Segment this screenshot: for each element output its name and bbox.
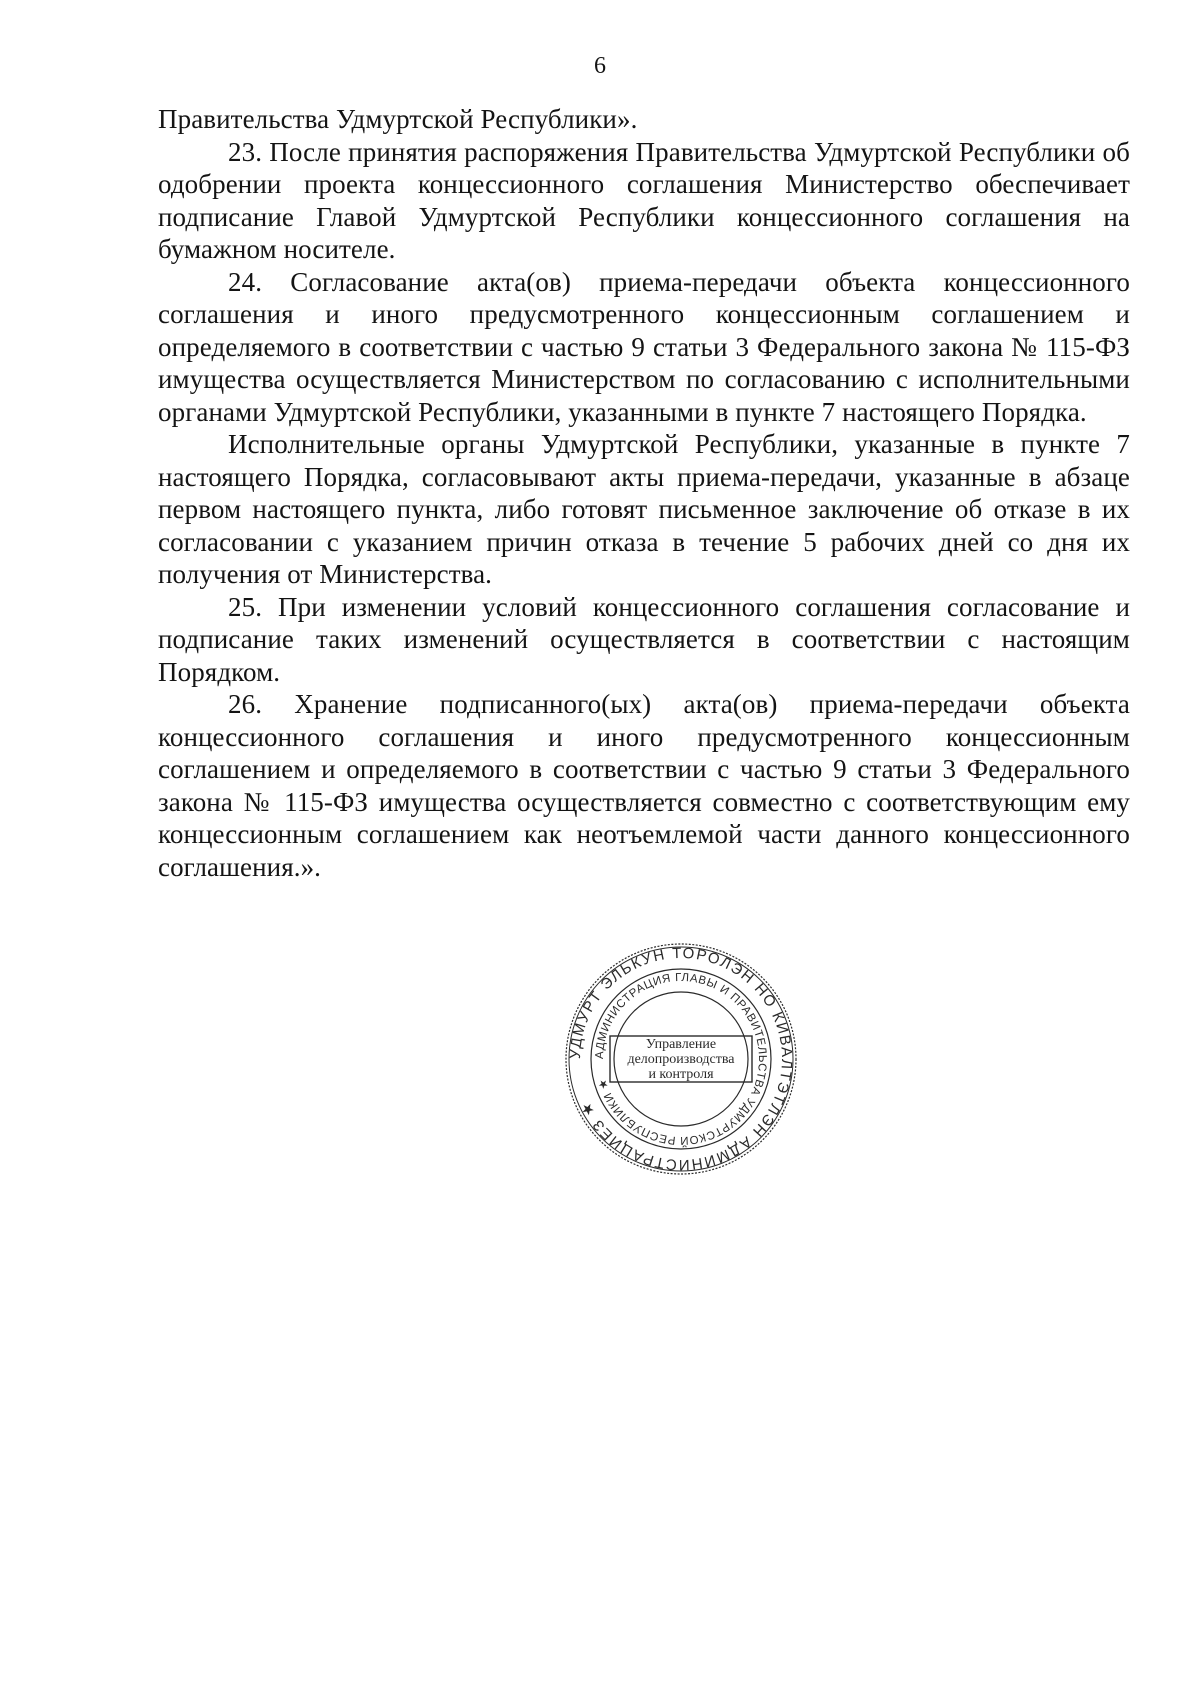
seal-center-line-1: Управление (645, 1037, 717, 1052)
paragraph-item-24: 24. Согласование акта(ов) приема-передачи объекта концессионного соглашения и иного предусмотренного концессионным соглашением и определяемого в соответствии с частью 9 статьи 3 Федерального закона № 115-ФЗ имущества осуществляется Министерством по согласованию с исполнительными органами Удмуртской Республики, указанными в пункте 7 настоящего Порядка. (158, 266, 1130, 427)
paragraph-item-24-second: Исполнительные органы Удмуртской Республики, указанные в пункте 7 настоящего Порядка, согласовывают акты приема-передачи, указанные в абзаце первом настоящего пункта, либо готовят письменное заключение об отказе в их согласовании с указанием причин отказа в течение 5 рабочих дней со дня их получения от Министерства. (158, 429, 1130, 589)
page-number: 6 (594, 53, 606, 79)
seal-outer-text: УДМУРТ ЭЛЬКУН ТОРОЛЭН НО КИВАЛТЭТЛЭН АДМИНИСТРАЦИЕЗ ★ (566, 944, 796, 1174)
seal-center-line-3: и контроля (648, 1067, 714, 1082)
document-body (158, 103, 1130, 883)
paragraph-item-26: 26. Хранение подписанного(ых) акта(ов) приема-передачи объекта концессионного соглашения и иного предусмотренного концессионным соглашением и определяемого в соответствии с частью 9 статьи 3 Федерального закона № 115-ФЗ имущества осуществляется совместно с соответствующим ему концессионным соглашением как неотъемлемой части данного концессионного соглашения.». (158, 689, 1130, 882)
seal-icon (564, 942, 798, 1176)
official-seal (564, 942, 798, 1176)
seal-middle-text: АДМИНИСТРАЦИЯ ГЛАВЫ И ПРАВИТЕЛЬСТВА УДМУРТСКОЙ РЕСПУБЛИКИ ★ (593, 971, 769, 1147)
seal-center-line-2: делопроизводства (627, 1052, 735, 1067)
paragraph-continuation: Правительства Удмуртской Республики». (158, 104, 638, 134)
paragraph-item-23: 23. После принятия распоряжения Правительства Удмуртской Республики об одобрении проекта концессионного соглашения Министерство обеспечивает подписание Главой Удмуртской Республики концессионного соглашения на бумажном носителе. (158, 136, 1130, 264)
paragraph-item-25: 25. При изменении условий концессионного соглашения согласование и подписание таких изменений осуществляется в соответствии с настоящим Порядком. (158, 591, 1130, 687)
